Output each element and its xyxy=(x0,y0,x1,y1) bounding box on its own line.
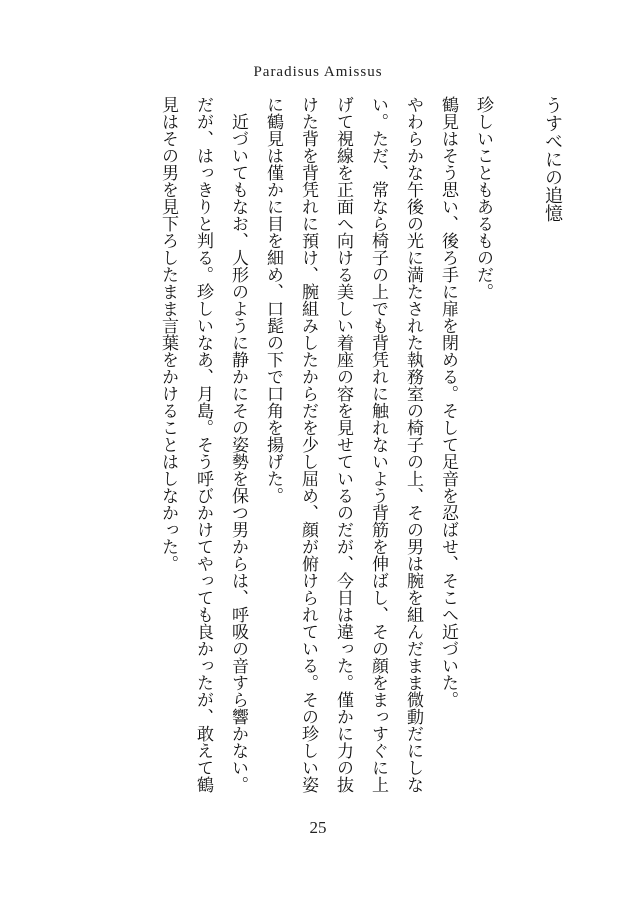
chapter-title: うすべにの追憶 xyxy=(542,96,563,222)
vertical-body-text xyxy=(56,96,576,796)
spacer xyxy=(500,96,535,796)
paragraph-3: やわらかな午後の光に満たされた執務室の椅子の上、その男は腕を組んだまま微動だにしない。ただ、常なら椅子の上でも背凭れに触れないよう背筋を伸ばし、その顔をまっすぐに上げて視線を正面へ向ける美しい着座の容を見せているのだが、今日は違った。僅かに力の抜けた背を背凭れに預け、腕組みしたからだを少し屈め、顔が俯けられている。その珍しい姿に鶴見は僅かに目を細め、口髭の下で口角を揚げた。 xyxy=(263,96,423,793)
page-number: 25 xyxy=(309,818,327,837)
paragraph-1: 珍しいこともあるものだ。 xyxy=(473,96,493,300)
paragraph-2: 鶴見はそう思い、後ろ手に扉を閉める。そして足音を忍ばせ、そこへ近づいた。 xyxy=(438,96,458,708)
running-header: Paradisus Amissus xyxy=(253,64,383,80)
paragraph-4: 近づいてもなお、人形のように静かにその姿勢を保つ男からは、呼吸の音すら響かない。だが、はっきりと判る。珍しいなあ、月島。そう呼びかけてやっても良かったが、敢えて鶴見はその男を見下ろしたまま言葉をかけることはしなかった。 xyxy=(158,96,248,793)
